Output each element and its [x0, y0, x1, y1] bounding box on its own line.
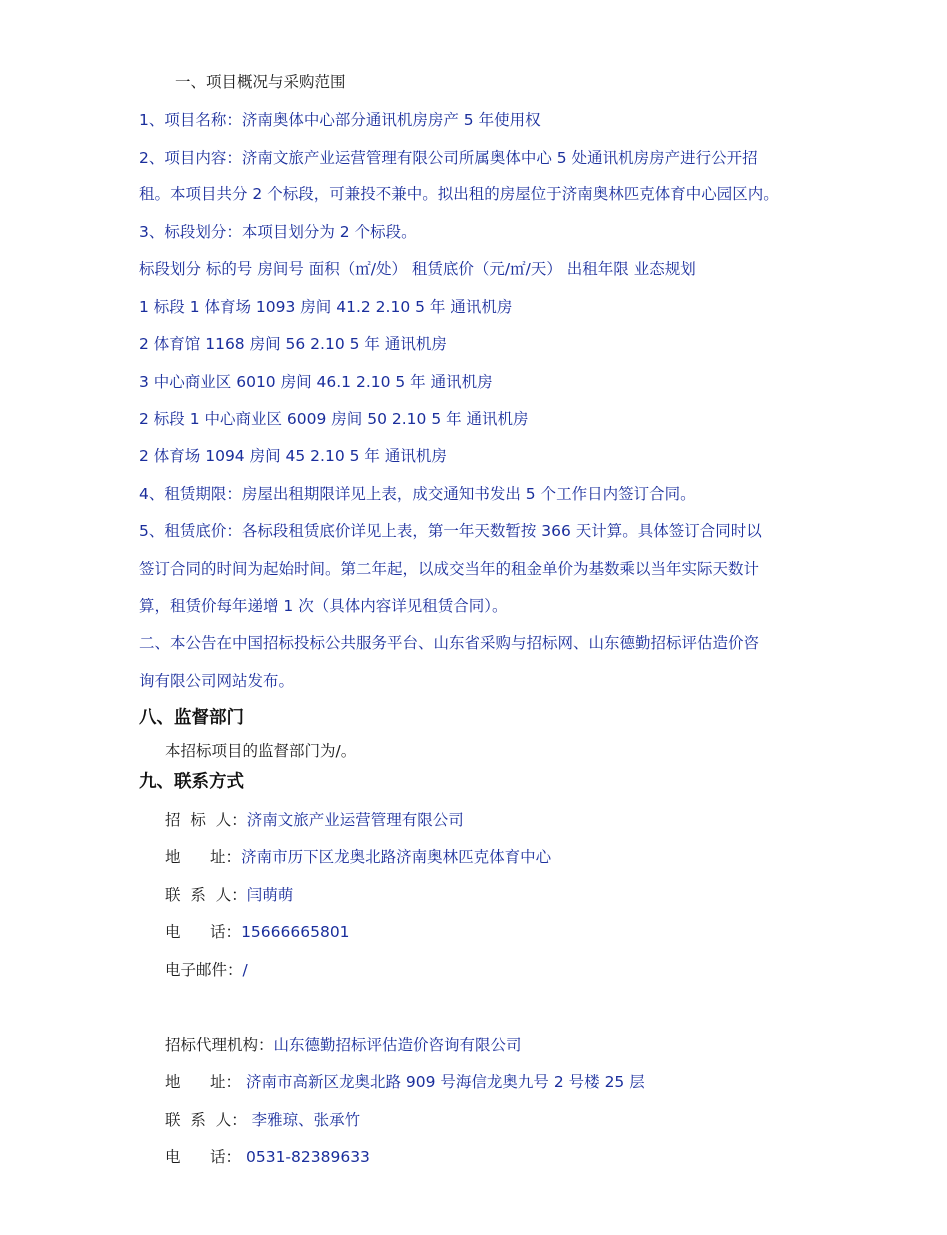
contact-heading: 九、联系方式: [139, 772, 244, 792]
table-header: 标段划分 标的号 房间号 面积（㎡/处） 租赁底价（元/㎡/天） 出租年限 业态规划: [139, 260, 696, 278]
agency-phone-row: [165, 1147, 370, 1167]
tenderer-address-row: [165, 847, 551, 867]
agency-contact-row: [165, 1110, 360, 1130]
agency-phone-value: 0531-82389633: [241, 1148, 370, 1166]
agency-phone-label: 电 话：: [165, 1148, 242, 1166]
table-row: 3 中心商业区 6010 房间 46.1 2.10 5 年 通讯机房: [139, 373, 493, 391]
table-row: 1 标段 1 体育场 1093 房间 41.2 2.10 5 年 通讯机房: [139, 298, 513, 316]
tenderer-address-label: 地 址：: [165, 848, 242, 866]
item-base-price-line2: 签订合同的时间为起始时间。第二年起，以成交当年的租金单价为基数乘以当年实际天数计: [139, 560, 760, 578]
tenderer-email-label: 电子邮件：: [165, 961, 243, 979]
agency-org-label: 招标代理机构：: [165, 1036, 274, 1054]
item-lease-term: 4、租赁期限：房屋出租期限详见上表，成交通知书发出 5 个工作日内签订合同。: [139, 485, 696, 503]
agency-address-value: 济南市高新区龙奥北路 909 号海信龙奥九号 2 号楼 25 层: [241, 1073, 645, 1091]
tenderer-contact-value: 闫萌萌: [246, 886, 294, 904]
item-base-price-line1: 5、租赁底价：各标段租赁底价详见上表，第一年天数暂按 366 天计算。具体签订合同时以: [139, 522, 762, 540]
item-project-name: 1、项目名称：济南奥体中心部分通讯机房房产 5 年使用权: [139, 111, 541, 129]
item-section-division: 3、标段划分：本项目划分为 2 个标段。: [139, 223, 417, 241]
table-row: 2 标段 1 中心商业区 6009 房间 50 2.10 5 年 通讯机房: [139, 410, 529, 428]
table-row: 2 体育场 1094 房间 45 2.10 5 年 通讯机房: [139, 447, 447, 465]
table-row: 2 体育馆 1168 房间 56 2.10 5 年 通讯机房: [139, 335, 447, 353]
agency-address-label: 地 址：: [165, 1073, 242, 1091]
notice-line1: 二、本公告在中国招标投标公共服务平台、山东省采购与招标网、山东德勤招标评估造价咨: [139, 634, 760, 652]
tenderer-org-value: 济南文旅产业运营管理有限公司: [246, 811, 464, 829]
tenderer-phone-label: 电 话：: [165, 923, 242, 941]
tenderer-phone-row: [165, 922, 350, 942]
supervision-text: 本招标项目的监督部门为/。: [165, 742, 357, 760]
tenderer-contact-label: 联 系 人：: [165, 886, 247, 904]
section-title: 一、项目概况与采购范围: [175, 73, 346, 91]
agency-address-row: [165, 1072, 645, 1092]
tenderer-org-label: 招 标 人：: [165, 811, 247, 829]
item-project-content-line2: 租。本项目共分 2 个标段，可兼投不兼中。拟出租的房屋位于济南奥林匹克体育中心园区内。: [139, 185, 779, 203]
item-base-price-line3: 算，租赁价每年递增 1 次（具体内容详见租赁合同）。: [139, 597, 508, 615]
tenderer-email-value: /: [242, 961, 248, 979]
supervision-heading: 八、监督部门: [139, 708, 244, 728]
agency-org-row: [165, 1035, 522, 1055]
tenderer-contact-row: [165, 885, 293, 905]
notice-line2: 询有限公司网站发布。: [139, 672, 295, 690]
tenderer-phone-value: 15666665801: [241, 923, 350, 941]
agency-contact-label: 联 系 人：: [165, 1111, 247, 1129]
agency-contact-value: 李雅琼、张承竹: [246, 1111, 361, 1129]
tenderer-address-value: 济南市历下区龙奥北路济南奥林匹克体育中心: [241, 848, 552, 866]
agency-org-value: 山东德勤招标评估造价咨询有限公司: [273, 1036, 522, 1054]
item-project-content-line1: 2、项目内容：济南文旅产业运营管理有限公司所属奥体中心 5 处通讯机房房产进行公开招: [139, 149, 758, 167]
tenderer-org-row: [165, 810, 464, 830]
tenderer-email-row: [165, 960, 248, 980]
